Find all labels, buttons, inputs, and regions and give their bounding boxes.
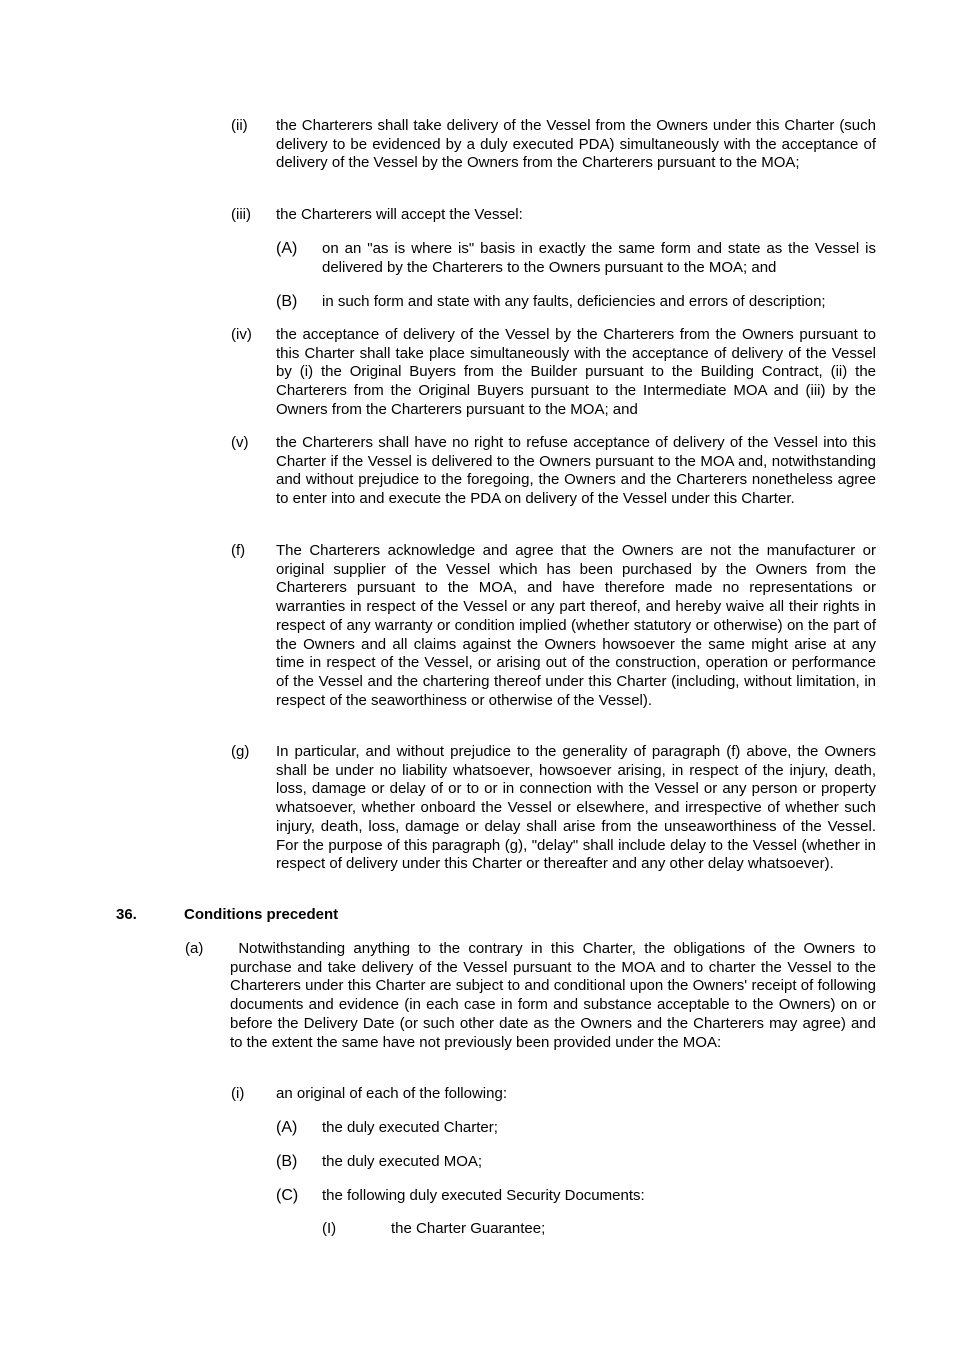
clause-36a-i-A-text: the duly executed Charter; bbox=[322, 1119, 498, 1136]
clause-36a-i-C bbox=[276, 1187, 876, 1207]
clause-36a-i-C-I bbox=[322, 1220, 876, 1240]
clause-iii-B-text: in such form and state with any faults, deficiencies and errors of description; bbox=[322, 293, 826, 310]
clause-36a-i-C-label: (C) bbox=[276, 1187, 299, 1204]
clause-36a-i-A bbox=[276, 1119, 876, 1139]
clause-iv bbox=[231, 326, 876, 420]
clause-iii-B bbox=[276, 293, 876, 313]
clause-iii-A bbox=[276, 240, 876, 278]
clause-36a-i-B bbox=[276, 1153, 876, 1173]
clause-iv-label: (iv) bbox=[231, 326, 252, 343]
clause-iii-A-text: on an "as is where is" basis in exactly the same form and state as the Vessel is delivered by the Charterers to the Owners pursuant to the MOA; and bbox=[322, 240, 876, 276]
clause-36a-i-text: an original of each of the following: bbox=[276, 1085, 507, 1102]
clause-g bbox=[231, 743, 876, 893]
clause-f-text: The Charterers acknowledge and agree that the Owners are not the manufacturer or original supplier of the Vessel which has been purchased by the Owners from the Charterers pursuant to the MOA, and have therefore made no representations or warranties in respect of the Vessel or any part thereof, and hereby waive all their rights in respect of any warranty or condition implied (whether statutory or otherwise) on the part of the Owners and all claims against the Owners howsoever the same might arise at any time in respect of the Vessel, or arising out of the construction, operation or performance of the Vessel and the chartering thereof under this Charter (including, without limitation, in respect of the seaworthiness or otherwise of the Vessel). bbox=[276, 542, 876, 709]
clause-36a-i-C-I-text: the Charter Guarantee; bbox=[391, 1220, 546, 1237]
clause-36-number: 36. bbox=[116, 906, 137, 923]
clause-36-heading bbox=[116, 906, 876, 926]
clause-ii-text: the Charterers shall take delivery of the Vessel from the Owners under this Charter (such delivery to be evidenced by a duly executed PDA) simultaneously with the acceptance of delivery of the Vessel by the Owners from the Charterers pursuant to the MOA; bbox=[276, 117, 876, 172]
clause-36a-i-B-text: the duly executed MOA; bbox=[322, 1153, 483, 1170]
clause-36a-i-B-label: (B) bbox=[276, 1153, 298, 1170]
clause-v-label: (v) bbox=[231, 434, 249, 451]
clause-g-text: In particular, and without prejudice to the generality of paragraph (f) above, the Owners shall be under no liability whatsoever, howsoever arising, in respect of the injury, death, loss, damage or delay of or to or in connection with the Vessel or any person or property whatsoever, whether onboard the Vessel or elsewhere, and irrespective of whether such injury, death, loss, damage or delay shall arise from the unseaworthiness of the Vessel. For the purpose of this paragraph (g), "delay" shall include delay to the Vessel (whether in respect of delivery under this Charter or thereafter and any other delay whatsoever). bbox=[276, 743, 876, 873]
clause-g-label: (g) bbox=[231, 743, 250, 760]
clause-iii-B-label: (B) bbox=[276, 293, 298, 310]
clause-v-text: the Charterers shall have no right to refuse acceptance of delivery of the Vessel into this Charter if the Vessel is delivered to the Owners pursuant to the MOA and, notwithstanding and without prejudice to the foregoing, the Owners and the Charterers nonetheless agree to enter into and execute the PDA on delivery of the Vessel under this Charter. bbox=[276, 434, 876, 508]
clause-ii bbox=[231, 117, 876, 193]
clause-36a-label: (a) bbox=[185, 940, 204, 957]
clause-36a-i-C-text: the following duly executed Security Documents: bbox=[322, 1187, 645, 1204]
clause-f bbox=[231, 542, 876, 730]
clause-36a-text: Notwithstanding anything to the contrary in this Charter, the obligations of the Owners to purchase and take delivery of the Vessel pursuant to the MOA and to charter the Vessel to the Charterers under this Charter are subject to and conditional upon the Owners' receipt of following documents and evidence (in each case in form and substance acceptable to the Owners) on or before the Delivery Date (or such other date as the Owners and the Charterers may agree) and to the extent the same have not previously been provided under the MOA: bbox=[230, 940, 881, 1051]
clause-ii-label: (ii) bbox=[231, 117, 248, 134]
clause-v bbox=[231, 434, 876, 528]
clause-iii-text: the Charterers will accept the Vessel: bbox=[276, 206, 523, 223]
clause-iii-label: (iii) bbox=[231, 206, 251, 223]
clause-36a bbox=[185, 940, 881, 1072]
clause-36a-i bbox=[231, 1085, 876, 1105]
clause-36a-i-A-label: (A) bbox=[276, 1119, 298, 1136]
clause-f-label: (f) bbox=[231, 542, 246, 559]
clause-36a-i-C-I-label: (I) bbox=[322, 1220, 337, 1237]
clause-iii-A-label: (A) bbox=[276, 240, 298, 257]
clause-36a-i-label: (i) bbox=[231, 1085, 245, 1102]
clause-iii bbox=[231, 206, 876, 226]
clause-36-title: Conditions precedent bbox=[184, 906, 339, 923]
clause-iv-text: the acceptance of delivery of the Vessel by the Charterers from the Owners pursuant to this Charter shall take place simultaneously with the acceptance of delivery of the Vessel by (i) the Original Buyers from the Builder pursuant to the Building Contract, (ii) the Charterers from the Original Buyers pursuant to the Intermediate MOA and (iii) by the Owners from the Charterers pursuant to the MOA; and bbox=[276, 326, 876, 418]
